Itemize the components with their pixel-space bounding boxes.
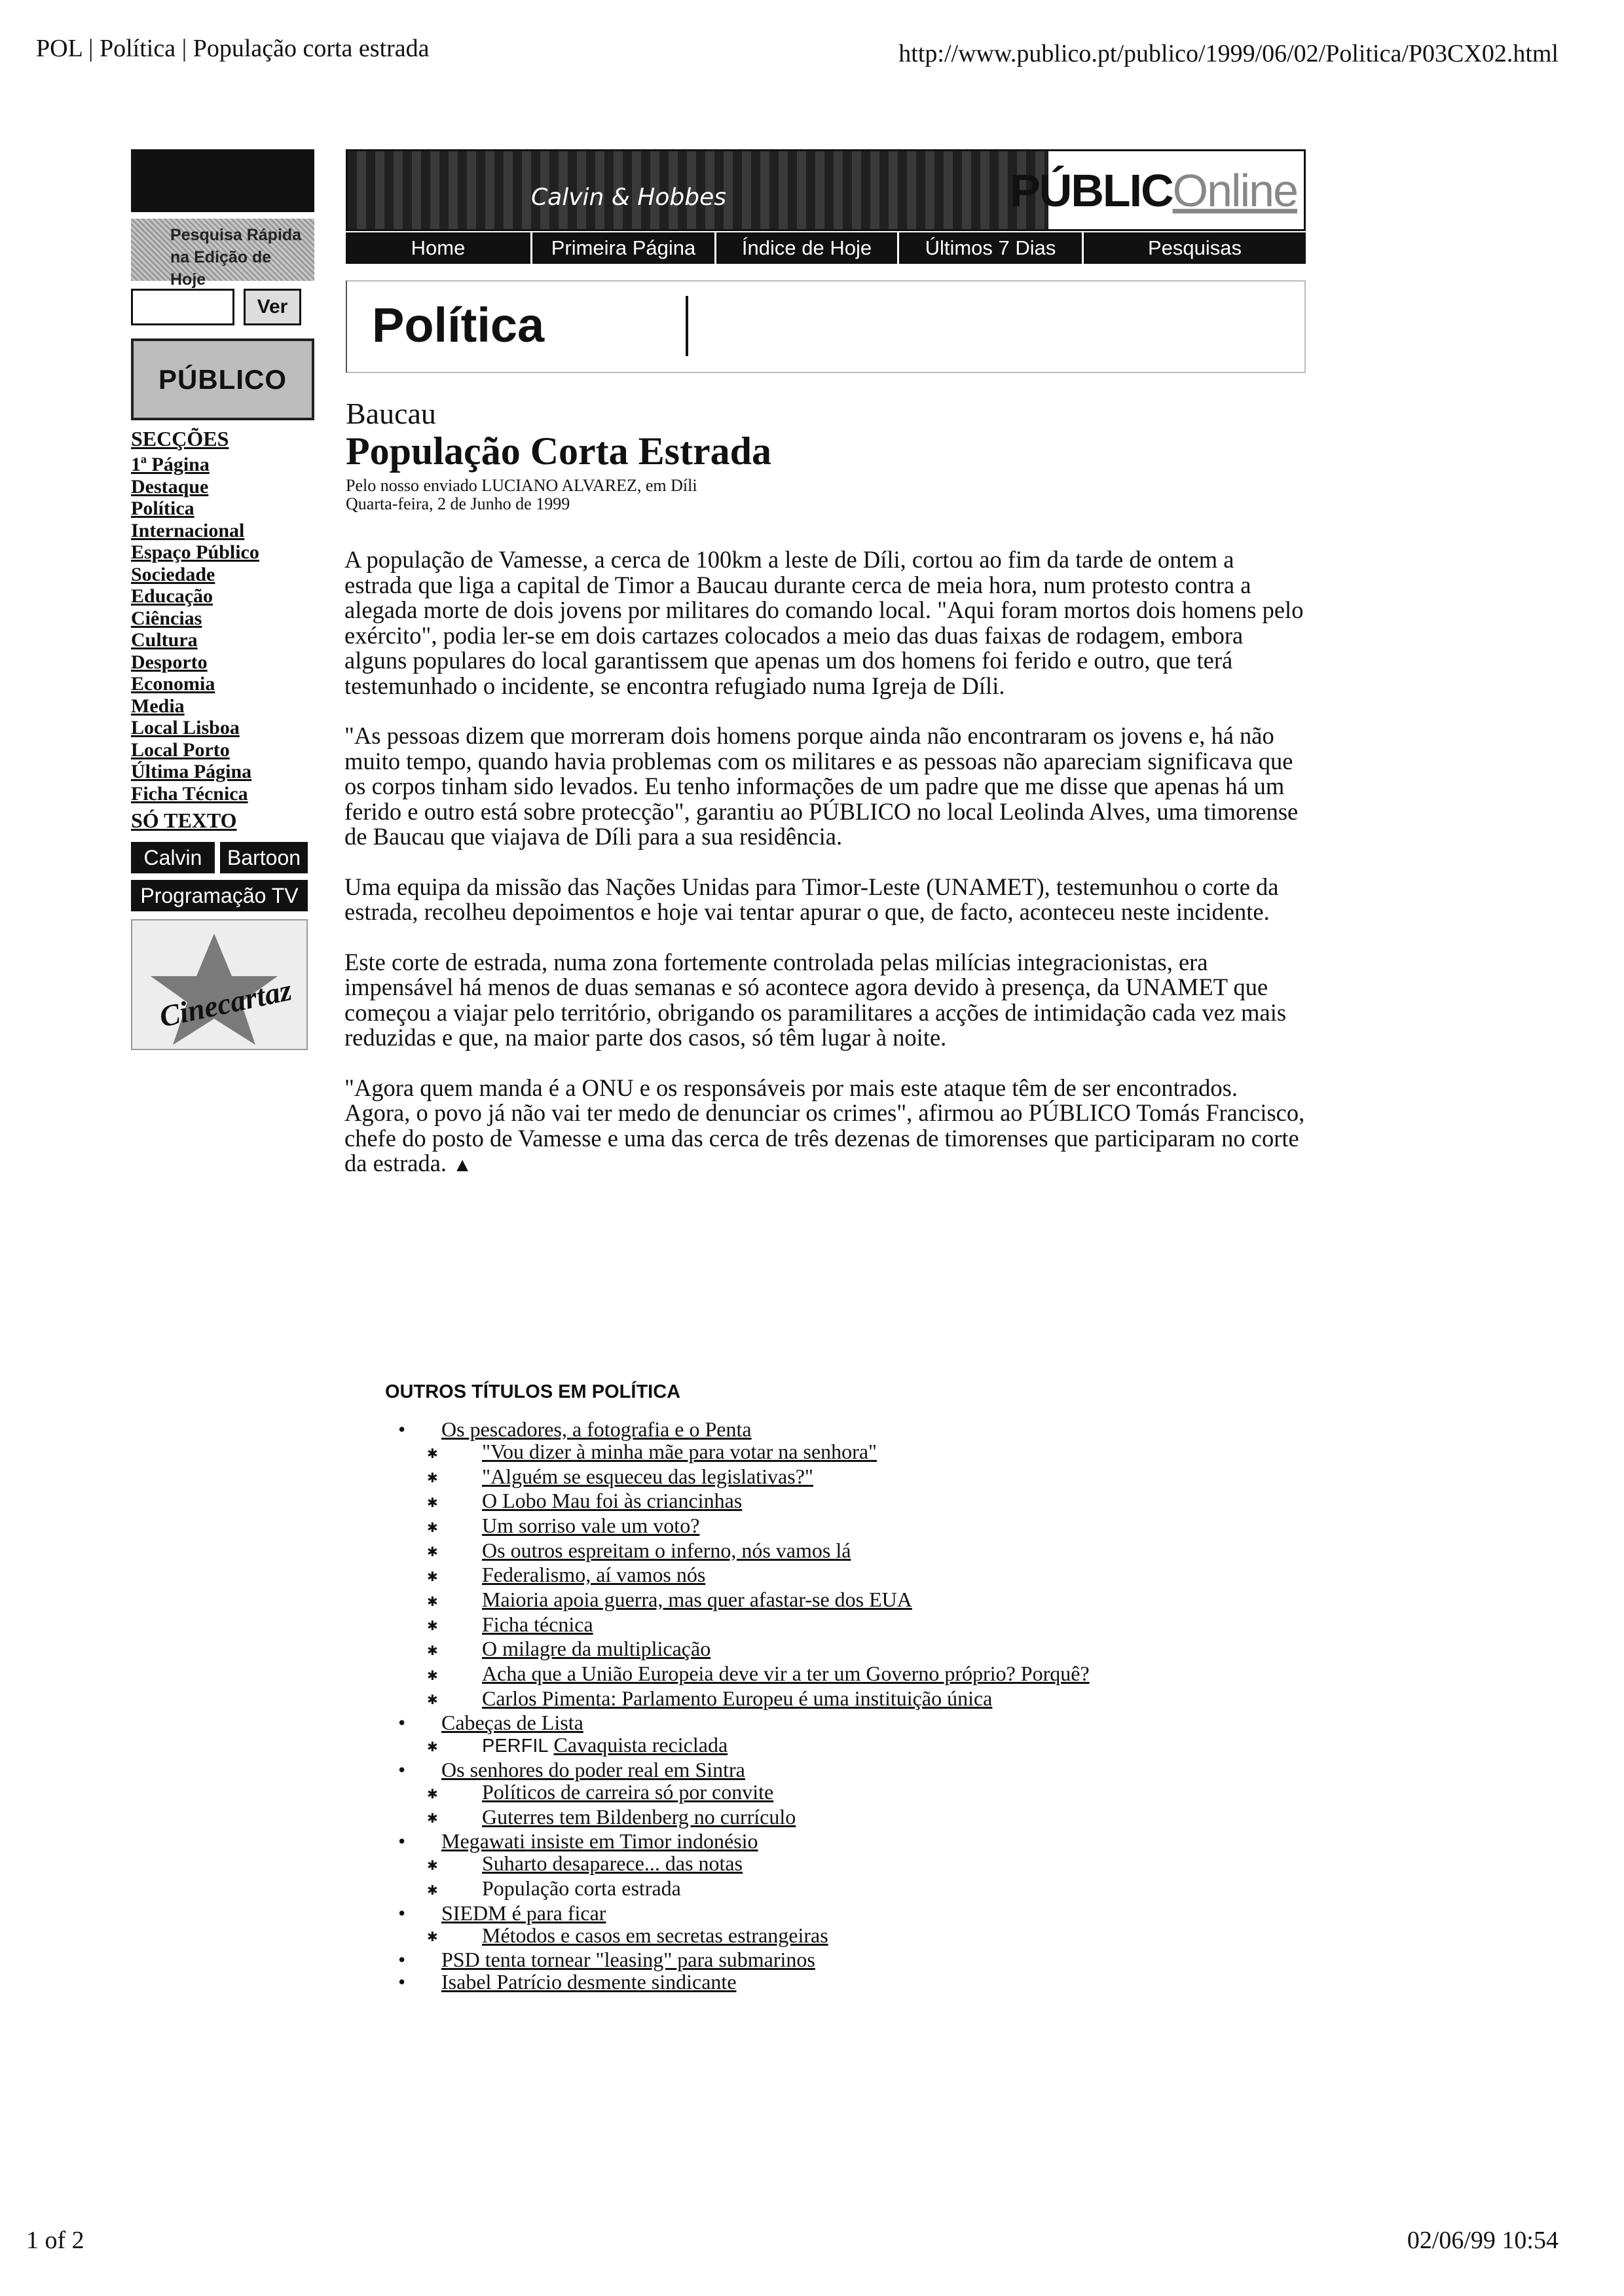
sidebar-section-link[interactable]: Media bbox=[131, 695, 185, 717]
sidebar-section-link[interactable]: 1ª Página bbox=[131, 454, 210, 475]
outros-titulos-heading: OUTROS TÍTULOS EM POLÍTICA bbox=[385, 1381, 681, 1402]
related-link[interactable]: Guterres tem Bildenberg no currículo bbox=[482, 1804, 796, 1829]
left-sidebar bbox=[131, 149, 314, 1050]
brand-light: Online bbox=[1172, 164, 1297, 216]
related-link[interactable]: Os senhores do poder real em Sintra bbox=[441, 1757, 745, 1781]
sidebar-section-item bbox=[131, 739, 314, 761]
sections-list bbox=[131, 454, 314, 805]
sidebar-section-item bbox=[131, 564, 314, 586]
programacao-tv-button[interactable]: Programação TV bbox=[131, 880, 308, 911]
sidebar-section-link[interactable]: Destaque bbox=[131, 475, 209, 498]
related-link[interactable]: O Lobo Mau foi às criancinhas bbox=[482, 1489, 743, 1513]
sidebar-section-item bbox=[131, 673, 314, 695]
sidebar-section-link[interactable]: Política bbox=[131, 498, 194, 519]
related-subitem bbox=[398, 1613, 1315, 1638]
sidebar-section-link[interactable]: Ciências bbox=[131, 607, 202, 629]
related-link[interactable]: Políticos de carreira só por convite bbox=[482, 1779, 774, 1804]
section-title: Política bbox=[372, 298, 545, 352]
sidebar-section-item bbox=[131, 651, 314, 674]
sidebar-section-link[interactable]: Local Lisboa bbox=[131, 717, 240, 738]
related-link[interactable]: Megawati insiste em Timor indonésio bbox=[441, 1829, 758, 1853]
bullet-icon: • bbox=[398, 1948, 406, 1972]
related-link[interactable]: Cabeças de Lista bbox=[441, 1711, 583, 1735]
article-paragraph: "Agora quem manda é a ONU e os responsáveis por mais este ataque têm de ser encontrados. Agora, o povo já não vai ter medo de denunciar os crimes", afirmou ao PÚBLICO Tomás Francisco, chefe do posto de Vamesse e uma das cerca de três dezenas de timorenses que participaram no corte da estrada. ▲ bbox=[344, 1074, 1305, 1176]
sub-bullet-icon: ✱ bbox=[427, 1569, 438, 1584]
related-item bbox=[398, 1418, 1315, 1440]
print-header-title: POL | Política | População corta estrada bbox=[36, 35, 430, 62]
sidebar-section-item bbox=[131, 608, 314, 630]
cinecartaz-promo[interactable] bbox=[131, 919, 308, 1050]
related-item bbox=[398, 1971, 1315, 1993]
related-subitem bbox=[398, 1852, 1315, 1877]
article-paragraph: Este corte de estrada, numa zona fortemente controlada pelas milícias integracionistas, era impensável há menos de duas semanas e só acontece agora devido à presença, da UNAMET que começou a viajar pelo território, obrigando os paramilitares a acções de intimidação cada vez mais reduzidas e que, na maior parte dos casos, só têm lugar à noite. bbox=[344, 948, 1287, 1051]
cartoon-buttons bbox=[131, 842, 314, 873]
sidebar-section-link[interactable]: Cultura bbox=[131, 629, 198, 651]
related-link[interactable]: Cavaquista reciclada bbox=[553, 1733, 728, 1757]
sidebar-section-item bbox=[131, 695, 314, 718]
bullet-icon: • bbox=[398, 1757, 406, 1781]
up-arrow-icon[interactable]: ▲ bbox=[452, 1154, 472, 1176]
sidebar-section-link[interactable]: Educação bbox=[131, 585, 213, 607]
related-link[interactable]: Carlos Pimenta: Parlamento Europeu é uma instituição única bbox=[482, 1686, 993, 1710]
search-input[interactable] bbox=[131, 289, 234, 325]
related-link[interactable]: "Alguém se esqueceu das legislativas?" bbox=[482, 1464, 813, 1488]
related-subitem bbox=[398, 1734, 1315, 1758]
related-current: População corta estrada bbox=[482, 1876, 681, 1900]
related-item bbox=[398, 1830, 1315, 1852]
sub-bullet-icon: ✱ bbox=[427, 1812, 438, 1827]
related-subitem bbox=[398, 1514, 1315, 1539]
sidebar-section-link[interactable]: Última Página bbox=[131, 761, 252, 782]
related-item bbox=[398, 1758, 1315, 1781]
sub-bullet-icon: ✱ bbox=[427, 1545, 438, 1560]
sections-heading: SECÇÕES bbox=[131, 427, 229, 450]
sub-bullet-icon: ✱ bbox=[427, 1930, 438, 1945]
sidebar-section-link[interactable]: Local Porto bbox=[131, 738, 230, 761]
related-item bbox=[398, 1711, 1315, 1734]
article-date: Quarta-feira, 2 de Junho de 1999 bbox=[346, 494, 570, 513]
sub-bullet-icon: ✱ bbox=[427, 1858, 438, 1873]
article-byline bbox=[346, 477, 697, 513]
sub-bullet-icon: ✱ bbox=[427, 1520, 438, 1535]
related-subitem bbox=[398, 1687, 1315, 1712]
calvin-hobbes-title: Calvin & Hobbes bbox=[531, 184, 726, 211]
related-link[interactable]: Os outros espreitam o inferno, nós vamos lá bbox=[482, 1538, 851, 1562]
nav-item[interactable]: Home bbox=[346, 232, 532, 264]
nav-item[interactable]: Primeira Página bbox=[532, 232, 716, 264]
site-banner bbox=[346, 149, 1306, 231]
publico-online-logo[interactable] bbox=[1010, 151, 1304, 229]
section-header-box bbox=[346, 280, 1306, 373]
search-row bbox=[131, 289, 314, 325]
cinecartaz-text: Cinecartaz bbox=[156, 973, 295, 1034]
so-texto-link[interactable]: SÓ TEXTO bbox=[131, 809, 237, 832]
quick-search-label: Pesquisa Rápida na Edição de Hoje bbox=[131, 219, 314, 281]
sidebar-section-link[interactable]: Sociedade bbox=[131, 563, 215, 585]
related-link[interactable]: Federalismo, aí vamos nós bbox=[482, 1563, 706, 1587]
related-item bbox=[398, 1902, 1315, 1924]
sidebar-section-link[interactable]: Espaço Público bbox=[131, 541, 259, 563]
perfil-label: PERFIL bbox=[482, 1736, 549, 1757]
related-link[interactable]: Um sorriso vale um voto? bbox=[482, 1513, 700, 1537]
sub-bullet-icon: ✱ bbox=[427, 1668, 438, 1683]
sidebar-section-link[interactable]: Economia bbox=[131, 673, 215, 695]
sub-bullet-icon: ✱ bbox=[427, 1594, 438, 1609]
related-link[interactable]: Maioria apoia guerra, mas quer afastar-se dos EUA bbox=[482, 1587, 912, 1611]
sidebar-section-link[interactable]: Desporto bbox=[131, 651, 208, 673]
related-subitem bbox=[398, 1877, 1315, 1902]
related-link[interactable]: Isabel Patrício desmente sindicante bbox=[441, 1970, 737, 1994]
publico-logo-text: PÚBLICO bbox=[158, 363, 287, 395]
print-datetime: 02/06/99 10:54 bbox=[1407, 2227, 1559, 2254]
related-subitem bbox=[398, 1465, 1315, 1490]
bullet-icon: • bbox=[398, 1829, 406, 1853]
bullet-icon: • bbox=[398, 1711, 406, 1735]
sub-bullet-icon: ✱ bbox=[427, 1619, 438, 1634]
related-link[interactable]: Métodos e casos em secretas estrangeiras bbox=[482, 1923, 828, 1947]
brand-bold: PÚBLIC bbox=[1010, 164, 1173, 216]
sidebar-section-item bbox=[131, 585, 314, 608]
related-link[interactable]: Suharto desaparece... das notas bbox=[482, 1851, 743, 1876]
sidebar-section-item bbox=[131, 761, 314, 783]
publico-logo[interactable] bbox=[131, 338, 314, 420]
sub-bullet-icon: ✱ bbox=[427, 1446, 438, 1461]
related-subitem bbox=[398, 1637, 1315, 1662]
article-author: Pelo nosso enviado LUCIANO ALVAREZ, em Díli bbox=[346, 476, 697, 495]
bartoon-button[interactable]: Bartoon bbox=[220, 842, 308, 873]
related-subitem bbox=[398, 1440, 1315, 1465]
nav-item[interactable]: Últimos 7 Dias bbox=[899, 232, 1084, 264]
related-link[interactable]: Ficha técnica bbox=[482, 1612, 593, 1636]
sidebar-section-item bbox=[131, 454, 314, 476]
sub-bullet-icon: ✱ bbox=[427, 1740, 438, 1755]
sub-bullet-icon: ✱ bbox=[427, 1693, 438, 1708]
calvin-button[interactable]: Calvin bbox=[131, 842, 215, 873]
sidebar-section-link[interactable]: Ficha Técnica bbox=[131, 782, 248, 805]
calvin-hobbes-banner-art[interactable] bbox=[348, 151, 1055, 229]
sidebar-section-item bbox=[131, 541, 314, 564]
sub-bullet-icon: ✱ bbox=[427, 1787, 438, 1802]
related-subitem bbox=[398, 1489, 1315, 1514]
article-kicker: Baucau bbox=[346, 397, 436, 430]
article-paragraph: "As pessoas dizem que morreram dois homens porque ainda não encontraram os jovens e, há não muito tempo, quando havia problemas com os militares e as pessoas não apareciam significava que os corpos tinham sido levados. Eu tenho informações de um padre que me disse que apenas há um ferido e outro está sobre protecção", garantiu ao PÚBLICO no local Leolinda Alves, uma timorense de Baucau que viajava de Díli para a sua residência. bbox=[344, 722, 1299, 850]
article-paragraph: Uma equipa da missão das Nações Unidas para Timor-Leste (UNAMET), testemunhou o corte da estrada, recolheu depoimentos e hoje vai tentar apurar o que, de facto, aconteceu neste incidente. bbox=[344, 873, 1279, 925]
related-subitem bbox=[398, 1539, 1315, 1564]
sidebar-section-item bbox=[131, 783, 314, 805]
related-subitem bbox=[398, 1806, 1315, 1831]
related-subitem bbox=[398, 1662, 1315, 1687]
nav-item[interactable]: Pesquisas bbox=[1147, 236, 1242, 259]
nav-item[interactable]: Índice de Hoje bbox=[716, 232, 899, 264]
sidebar-section-item bbox=[131, 520, 314, 542]
related-item bbox=[398, 1948, 1315, 1971]
sub-bullet-icon: ✱ bbox=[427, 1883, 438, 1898]
related-subitem bbox=[398, 1563, 1315, 1588]
sidebar-section-item bbox=[131, 498, 314, 520]
top-navigation bbox=[346, 232, 1306, 264]
sidebar-section-item bbox=[131, 476, 314, 498]
related-subitem bbox=[398, 1924, 1315, 1949]
bullet-icon: • bbox=[398, 1901, 406, 1925]
sub-bullet-icon: ✱ bbox=[427, 1643, 438, 1658]
related-subitem bbox=[398, 1781, 1315, 1806]
sidebar-section-item bbox=[131, 629, 314, 651]
bullet-icon: • bbox=[398, 1970, 406, 1994]
related-subitem bbox=[398, 1588, 1315, 1613]
related-link[interactable]: Acha que a União Europeia deve vir a ter um Governo próprio? Porquê? bbox=[482, 1661, 1090, 1685]
related-link[interactable]: PSD tenta tornear "leasing" para submarinos bbox=[441, 1948, 815, 1972]
related-link[interactable]: "Vou dizer à minha mãe para votar na senhora" bbox=[482, 1440, 877, 1463]
related-link[interactable]: O milagre da multiplicação bbox=[482, 1637, 711, 1661]
print-header-url: http://www.publico.pt/publico/1999/06/02/Politica/P03CX02.html bbox=[898, 40, 1559, 67]
sub-bullet-icon: ✱ bbox=[427, 1495, 438, 1510]
related-link[interactable]: SIEDM é para ficar bbox=[441, 1901, 606, 1925]
sidebar-black-box bbox=[131, 149, 314, 212]
bullet-icon: • bbox=[398, 1417, 406, 1441]
section-divider bbox=[686, 296, 688, 356]
article-paragraph: A população de Vamesse, a cerca de 100km a leste de Díli, cortou ao fim da tarde de ontem a estrada que liga a capital de Timor a Baucau durante cerca de meia hora, num protesto contra a alegada morte de dois jovens por militares do comando local. "Aqui foram mortos dois homens pelo exército", podia ler-se em dois cartazes colocados a meio das duas faixas de rodagem, embora alguns populares do local garantissem que apenas um dos homens foi ferido e outro, que terá testemunhado o incidente, se encontra refugiado numa Igreja de Díli. bbox=[344, 546, 1304, 699]
print-page-number: 1 of 2 bbox=[26, 2227, 84, 2254]
sub-bullet-icon: ✱ bbox=[427, 1471, 438, 1486]
article-body bbox=[344, 547, 1307, 1203]
outros-titulos-list bbox=[398, 1418, 1315, 1993]
sidebar-section-link[interactable]: Internacional bbox=[131, 519, 245, 541]
related-link[interactable]: Os pescadores, a fotografia e o Penta bbox=[441, 1417, 752, 1441]
search-button[interactable]: Ver bbox=[244, 289, 301, 325]
sidebar-section-item bbox=[131, 717, 314, 739]
article-headline: População Corta Estrada bbox=[346, 429, 771, 473]
